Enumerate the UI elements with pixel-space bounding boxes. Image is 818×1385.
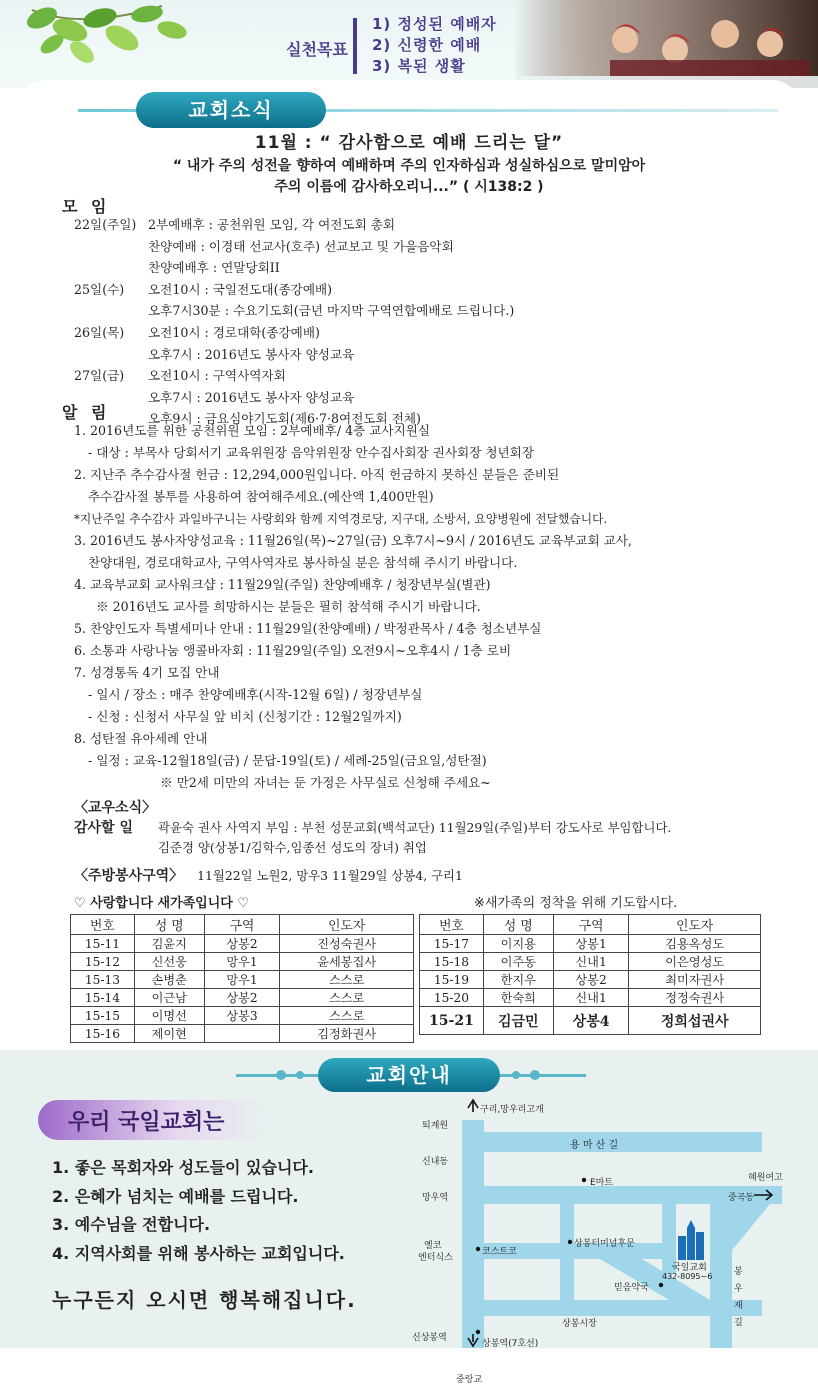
thanks-label: 감사할 일 (74, 820, 133, 836)
table-cell: 망우1 (204, 971, 280, 989)
goal-item: 3) 복된 생활 (372, 57, 466, 75)
dot-decoration (512, 1071, 520, 1079)
meeting-row: 찬양예배후 : 연말당회II (148, 260, 280, 276)
table-header-row (71, 915, 414, 935)
notice-line: 6. 소통과 사랑나눔 앵콜바자회 : 11월29일(주일) 오전9시~오후4시 / 1층 로비 (74, 643, 512, 658)
our-church-banner (38, 1100, 268, 1140)
notice-line: ※ 만2세 미만의 자녀는 둔 가정은 사무실로 신청해 주세요~ (160, 775, 491, 790)
map-label: 구리,망우리고개 (480, 1105, 544, 1115)
map-label: 신내동 (422, 1157, 449, 1167)
table-cell: 이명선 (134, 1007, 204, 1025)
map-label: 중랑교 (456, 1375, 483, 1385)
meeting-row: 27일(금) 오전10시 : 구역사역자회 (74, 368, 286, 384)
table-cell: 김윤지 (134, 935, 204, 953)
map-label: 믿음약국 (614, 1283, 649, 1293)
verse-line: 주의 이름에 감사하오리니...” ( 시138:2 ) (274, 179, 544, 195)
map-label: 신상봉역 (412, 1333, 447, 1343)
table-cell: 15-11 (71, 935, 135, 953)
meeting-row: 26일(목) 오전10시 : 경로대학(종강예배) (74, 324, 320, 340)
meetings-list (74, 214, 794, 430)
dot-decoration (296, 1071, 304, 1079)
goal-list (372, 14, 497, 77)
church-building-icon (678, 1220, 704, 1260)
table-row (420, 953, 761, 971)
church-point: 1. 좋은 목회자와 성도들이 있습니다. (52, 1158, 314, 1177)
column-header: 인도자 (629, 915, 761, 935)
guide-section-title: 교회안내 (318, 1058, 500, 1092)
news-section-title: 교회소식 (136, 92, 326, 128)
new-family-heading: ♡ 사랑합니다 새가족입니다 ♡ (74, 896, 250, 911)
table-cell: 제이현 (134, 1025, 204, 1043)
notice-line: 1. 2016년도를 위한 공천위원 모임 : 2부예배후/ 4층 교사지원실 (74, 423, 431, 438)
notice-line: 8. 성탄절 유아세례 안내 (74, 731, 208, 746)
table-cell: 진성숙권사 (280, 935, 414, 953)
table-row (420, 989, 761, 1007)
column-header: 인도자 (280, 915, 414, 935)
meeting-row: 오후7시30분 : 수요기도회(금년 마지막 구역연합예배로 드립니다.) (148, 303, 515, 319)
kitchen-heading: 〈주방봉사구역〉 (74, 868, 184, 884)
bible-verse (18, 156, 800, 198)
table-cell: 상봉1 (553, 935, 629, 953)
table-cell: 상봉2 (553, 971, 629, 989)
column-header: 성 명 (134, 915, 204, 935)
table-row (420, 1007, 761, 1035)
new-family-table-right (419, 914, 761, 1035)
goal-divider (353, 18, 357, 74)
table-row (71, 971, 414, 989)
church-point: 2. 은혜가 넘치는 예배를 드립니다. (52, 1186, 299, 1206)
map-label: 상봉시장 (562, 1319, 597, 1329)
dot-decoration (276, 1070, 286, 1080)
notice-line: 추수감사절 봉투를 사용하여 참여해주세요.(예산액 1,400만원) (88, 489, 434, 504)
header-banner (0, 0, 818, 88)
notice-line: 5. 찬양인도자 특별세미나 안내 : 11월29일(찬양예배) / 박정관목사 / 4층 청소년부실 (74, 621, 542, 636)
thanks-row (74, 818, 794, 838)
notice-line: *지난주일 추수감사 과일바구니는 사랑회와 함께 지역경로당, 지구대, 소방서, 요양병원에 전달했습니다. (74, 512, 608, 526)
meeting-row: 25일(수) 오전10시 : 국일전도대(종강예배) (74, 281, 333, 297)
member-news (74, 798, 794, 886)
column-header: 구역 (204, 915, 280, 935)
notice-line: 7. 성경통독 4기 모집 안내 (74, 665, 220, 680)
table-cell: 김금민 (483, 1007, 553, 1035)
table-row (71, 1007, 414, 1025)
goal-label: 실천목표 (286, 40, 348, 59)
kitchen-duty (74, 866, 794, 886)
choir-photo (515, 0, 818, 88)
welcome-message: 누구든지 오시면 행복해집니다. (52, 1288, 357, 1312)
table-row (420, 935, 761, 953)
table-cell: 신내1 (553, 989, 629, 1007)
church-point: 3. 예수님을 전합니다. (52, 1215, 211, 1234)
table-cell: 한숙희 (483, 989, 553, 1007)
meeting-row: 오후7시 : 2016년도 봉사자 양성교육 (148, 389, 355, 405)
church-location-map (410, 1100, 810, 1385)
our-church-title: 우리 국일교회는 (68, 1110, 225, 1135)
table-cell: 신선웅 (134, 953, 204, 971)
table-cell: 스스로 (280, 1007, 414, 1025)
table-cell: 정정숙권사 (629, 989, 761, 1007)
table-row (420, 971, 761, 989)
meeting-row: 22일(주일) 2부예배후 : 공천위원 모임, 각 여전도회 총회 (74, 217, 396, 232)
table-cell: 15-18 (420, 953, 484, 971)
table-cell: 15-16 (71, 1025, 135, 1043)
goal-item: 2) 신령한 예배 (372, 36, 482, 54)
table-cell: 스스로 (280, 971, 414, 989)
church-news-section (18, 80, 800, 1044)
notices-heading: 알 림 (62, 403, 111, 422)
map-label: 상봉터미널후문 (574, 1239, 635, 1249)
table-cell: 스스로 (280, 989, 414, 1007)
table-cell: 김용옥성도 (629, 935, 761, 953)
table-cell: 이근남 (134, 989, 204, 1007)
meetings-heading: 모 임 (62, 197, 111, 216)
table-cell: 15-12 (71, 953, 135, 971)
notices-list (74, 420, 794, 794)
goal-item: 1) 정성된 예배자 (372, 15, 497, 33)
meeting-row: 오후9시 : 금요심야기도회(제6·7·8여전도회 전체) (148, 411, 421, 427)
table-header-row (420, 915, 761, 935)
table-cell: 15-14 (71, 989, 135, 1007)
table-cell: 이은영성도 (629, 953, 761, 971)
table-cell: 손병춘 (134, 971, 204, 989)
notice-line: - 일정 : 교육-12월18일(금) / 문답-19일(토) / 세례-25일(금요일,성탄절) (88, 753, 487, 768)
table-cell: 상봉4 (553, 1007, 629, 1035)
map-label: 상봉역(7호선) (482, 1339, 539, 1349)
table-cell: 한지우 (483, 971, 553, 989)
notice-line: - 신청 : 신청서 사무실 앞 비치 (신청기간 : 12월2일까지) (88, 709, 402, 724)
notice-line: ※ 2016년도 교사를 희망하시는 분들은 필히 참석해 주시기 바랍니다. (96, 599, 481, 614)
verse-line: “ 내가 주의 성전을 향하여 예배하며 주의 인자하심과 성실하심으로 말미암아 (172, 158, 646, 174)
meeting-row: 오후7시 : 2016년도 봉사자 양성교육 (148, 346, 355, 362)
column-header: 번호 (420, 915, 484, 935)
notice-line: 2. 지난주 추수감사절 헌금 : 12,294,000원입니다. 아직 헌금하지 못하신 분들은 준비된 (74, 467, 560, 482)
table-cell: 신내1 (553, 953, 629, 971)
thanks-text: 곽윤숙 권사 사역지 부임 : 부천 성문교회(백석교단) 11월29일(주일)부터 강도사로 부임합니다. (158, 820, 672, 835)
table-cell: 15-15 (71, 1007, 135, 1025)
table-cell: 최미자권사 (629, 971, 761, 989)
meeting-row: 찬양예배 : 이경태 선교사(호주) 선교보고 및 가을음악회 (148, 238, 454, 254)
church-point: 4. 지역사회를 위해 봉사하는 교회입니다. (52, 1243, 345, 1263)
map-label: 망우역 (422, 1193, 449, 1203)
table-cell: 15-19 (420, 971, 484, 989)
column-header: 성 명 (483, 915, 553, 935)
map-label: 용 마 산 길 (570, 1140, 619, 1151)
dot-decoration (530, 1070, 540, 1080)
map-label: 코스트코 (482, 1247, 517, 1257)
notice-line: - 일시 / 장소 : 매주 찬양예배후(시작-12월 6일) / 청장년부실 (88, 687, 423, 702)
table-cell: 정희섭권사 (629, 1007, 761, 1035)
table-cell: 김정화권사 (280, 1025, 414, 1043)
thanks-text: 김준경 양(상봉1/김학수,임종선 성도의 장녀) 취업 (158, 840, 427, 855)
column-header: 구역 (553, 915, 629, 935)
notice-line: 찬양대원, 경로대학교사, 구역사역자로 봉사하실 분은 참석해 주시기 바랍니다. (88, 555, 518, 570)
notice-line: 3. 2016년도 봉사자양성교육 : 11월26일(목)~27일(금) 오후7시~9시 / 2016년도 교육부교회 교사, (74, 533, 632, 548)
table-cell: 15-20 (420, 989, 484, 1007)
map-label: 옐코 (424, 1241, 442, 1251)
table-row (71, 989, 414, 1007)
church-points (52, 1154, 345, 1268)
table-cell: 상봉3 (204, 1007, 280, 1025)
month-title: 11월 : “ 감사함으로 예배 드리는 달” (254, 133, 564, 153)
kitchen-text: 11월22일 노원2, 망우3 11월29일 상봉4, 구리1 (197, 868, 463, 883)
map-label: 퇴계원 (422, 1121, 449, 1131)
map-label: 혜원여고 (748, 1173, 783, 1183)
table-cell: 윤세봉집사 (280, 953, 414, 971)
map-label: 국일교회 (672, 1263, 707, 1273)
member-news-heading: 〈교우소식〉 (74, 800, 157, 816)
table-cell: 15-17 (420, 935, 484, 953)
column-header: 번호 (71, 915, 135, 935)
map-label: 432-8095~6 (662, 1272, 713, 1281)
map-label: 봉우재길 (734, 1267, 743, 1328)
table-cell: 이지용 (483, 935, 553, 953)
table-row (71, 935, 414, 953)
table-row (71, 1025, 414, 1043)
notice-line: 4. 교육부교회 교사워크샵 : 11월29일(주일) 찬양예배후 / 청장년부실(별관) (74, 577, 491, 592)
prayer-note: ※새가족의 정착을 위해 기도합시다. (474, 896, 678, 911)
table-cell: 이주동 (483, 953, 553, 971)
table-cell (204, 1025, 280, 1043)
map-label: E마트 (590, 1178, 614, 1188)
table-cell: 15-13 (71, 971, 135, 989)
table-cell: 망우1 (204, 953, 280, 971)
new-family-table-left (70, 914, 414, 1043)
table-cell: 상봉2 (204, 935, 280, 953)
table-cell: 15-21 (420, 1007, 484, 1035)
notice-line: - 대상 : 부목사 당회서기 교육위원장 음악위원장 안수집사회장 권사회장 청년회장 (88, 445, 534, 460)
table-row (71, 953, 414, 971)
map-label: 중곡동 (728, 1193, 755, 1203)
table-cell: 상봉2 (204, 989, 280, 1007)
leaves-decoration (22, 0, 222, 80)
map-label: 엔터식스 (418, 1253, 453, 1263)
church-guide-section (0, 1050, 818, 1385)
